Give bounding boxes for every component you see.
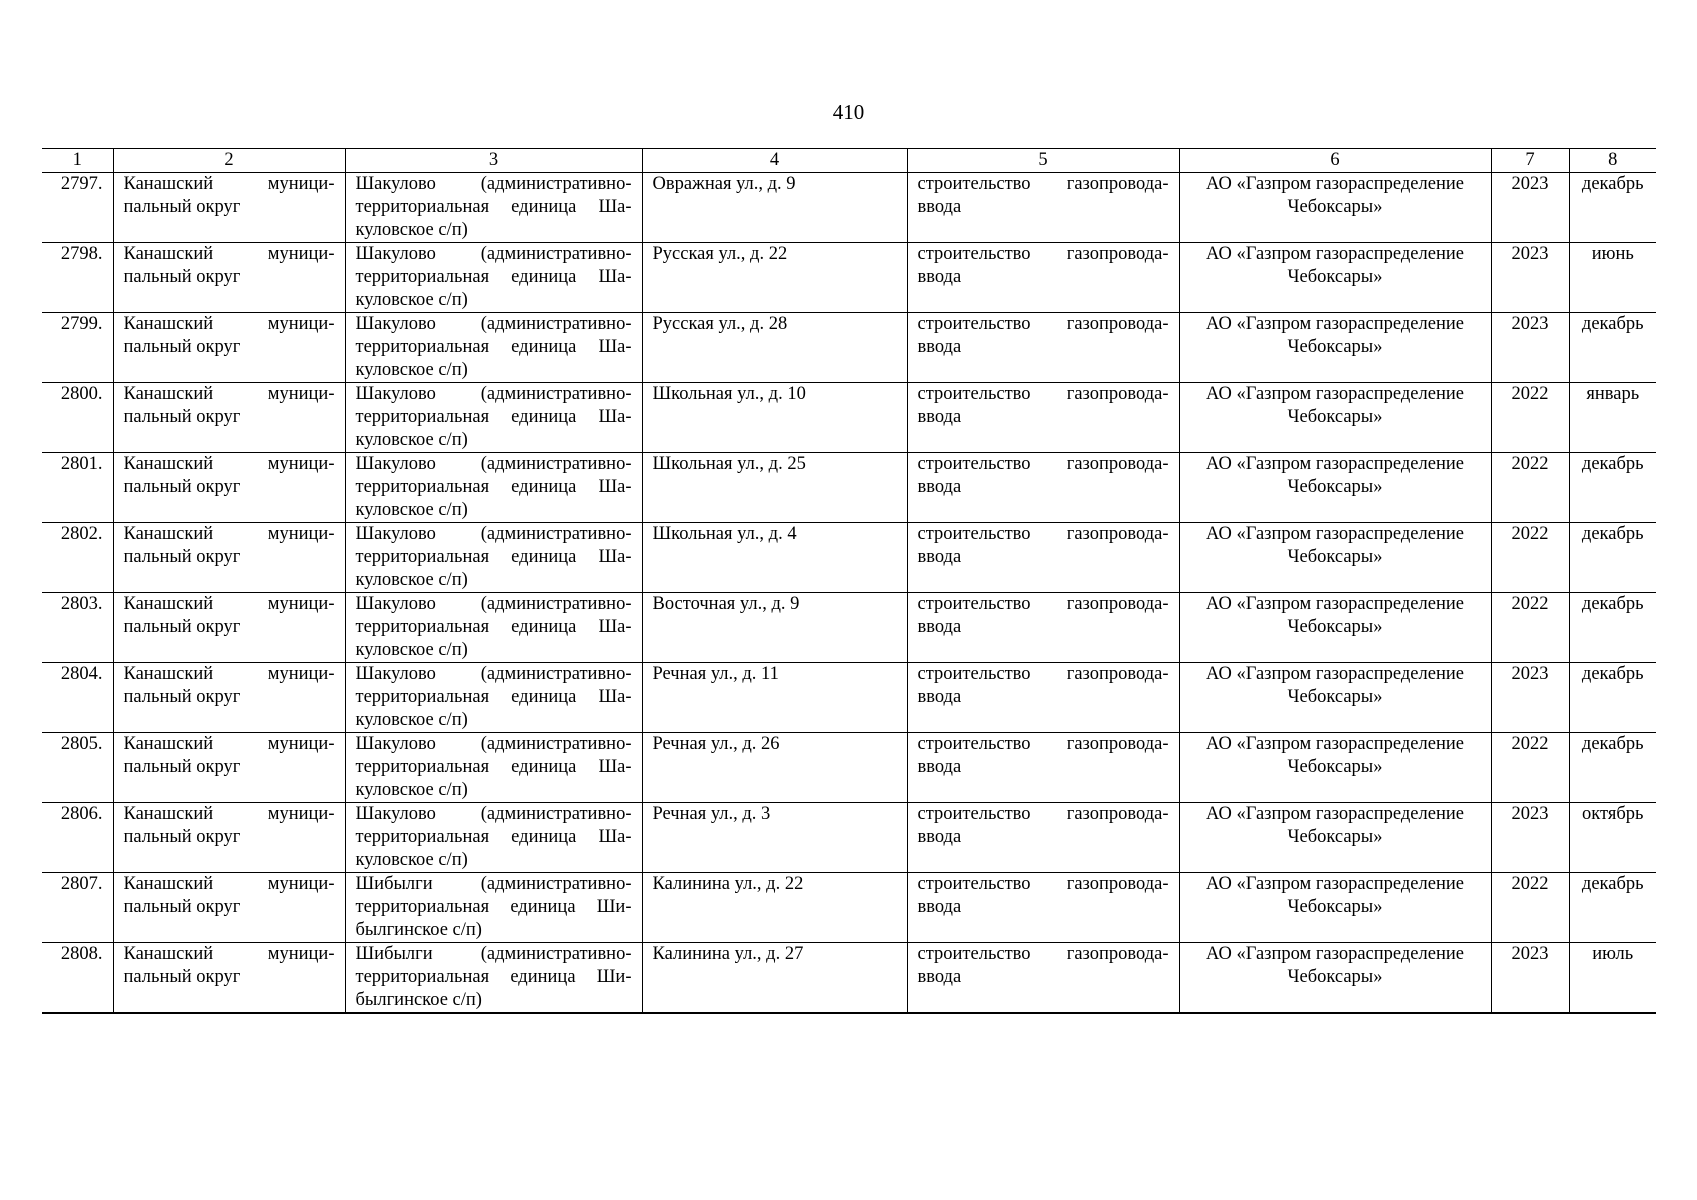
month-cell: декабрь bbox=[1569, 733, 1656, 803]
district-line-1: Канашский муници- bbox=[123, 244, 335, 264]
month-cell: июнь bbox=[1569, 243, 1656, 313]
organization-line-1: АО «Газпром газораспределение bbox=[1206, 594, 1464, 614]
district-line-2: пальный округ bbox=[123, 477, 241, 497]
col-header-2: 2 bbox=[113, 149, 345, 173]
settlement-line-2: территориальная единица Ша- bbox=[355, 197, 632, 217]
settlement-line-1: Шакулово (административно- bbox=[355, 454, 632, 474]
month-cell: декабрь bbox=[1569, 313, 1656, 383]
organization-line-1: АО «Газпром газораспределение bbox=[1206, 454, 1464, 474]
settlement-line-2: территориальная единица Ша- bbox=[355, 617, 632, 637]
table-row bbox=[42, 523, 1656, 593]
work-type-cell bbox=[907, 453, 1179, 523]
settlement-line-3: куловское с/п) bbox=[355, 220, 468, 240]
work-type-line-2: ввода bbox=[917, 407, 962, 427]
year-cell: 2022 bbox=[1491, 733, 1569, 803]
settlement-line-1: Шибылги (административно- bbox=[355, 874, 632, 894]
work-type-cell bbox=[907, 873, 1179, 943]
district-cell bbox=[113, 943, 345, 1014]
year-cell: 2023 bbox=[1491, 803, 1569, 873]
col-header-1: 1 bbox=[42, 149, 113, 173]
organization-line-1: АО «Газпром газораспределение bbox=[1206, 804, 1464, 824]
settlement-cell bbox=[345, 313, 642, 383]
header-row bbox=[42, 149, 1656, 173]
table-row bbox=[42, 873, 1656, 943]
table-row bbox=[42, 663, 1656, 733]
col-header-4: 4 bbox=[642, 149, 907, 173]
work-type-line-2: ввода bbox=[917, 827, 962, 847]
work-type-line-2: ввода bbox=[917, 617, 962, 637]
district-line-2: пальный округ bbox=[123, 687, 241, 707]
month-cell: декабрь bbox=[1569, 593, 1656, 663]
work-type-line-1: строительство газопровода- bbox=[917, 174, 1169, 194]
settlement-line-1: Шакулово (административно- bbox=[355, 384, 632, 404]
organization-line-1: АО «Газпром газораспределение bbox=[1206, 314, 1464, 334]
organization-line-1: АО «Газпром газораспределение bbox=[1206, 734, 1464, 754]
settlement-line-2: территориальная единица Ша- bbox=[355, 267, 632, 287]
settlement-line-3: былгинское с/п) bbox=[355, 990, 482, 1010]
district-line-2: пальный округ bbox=[123, 547, 241, 567]
settlement-cell bbox=[345, 803, 642, 873]
district-line-2: пальный округ bbox=[123, 617, 241, 637]
page-number: 410 bbox=[832, 100, 865, 124]
row-number: 2797. bbox=[42, 173, 113, 243]
month-cell: январь bbox=[1569, 383, 1656, 453]
organization-cell bbox=[1179, 733, 1491, 803]
work-type-line-1: строительство газопровода- bbox=[917, 244, 1169, 264]
settlement-line-2: территориальная единица Ша- bbox=[355, 477, 632, 497]
month-cell: декабрь bbox=[1569, 523, 1656, 593]
work-type-line-1: строительство газопровода- bbox=[917, 944, 1169, 964]
month-cell: декабрь bbox=[1569, 173, 1656, 243]
address-cell: Русская ул., д. 28 bbox=[642, 313, 907, 383]
district-line-2: пальный округ bbox=[123, 337, 241, 357]
settlement-line-1: Шакулово (административно- bbox=[355, 734, 632, 754]
address-cell: Речная ул., д. 26 bbox=[642, 733, 907, 803]
organization-line-1: АО «Газпром газораспределение bbox=[1206, 874, 1464, 894]
work-type-cell bbox=[907, 523, 1179, 593]
col-header-3: 3 bbox=[345, 149, 642, 173]
table-row bbox=[42, 593, 1656, 663]
district-cell bbox=[113, 873, 345, 943]
district-line-2: пальный округ bbox=[123, 897, 241, 917]
settlement-line-3: куловское с/п) bbox=[355, 640, 468, 660]
row-number: 2807. bbox=[42, 873, 113, 943]
year-cell: 2022 bbox=[1491, 593, 1569, 663]
work-type-line-1: строительство газопровода- bbox=[917, 384, 1169, 404]
settlement-line-1: Шакулово (административно- bbox=[355, 174, 632, 194]
settlement-cell bbox=[345, 243, 642, 313]
work-type-cell bbox=[907, 663, 1179, 733]
organization-line-2: Чебоксары» bbox=[1287, 897, 1383, 917]
work-type-line-2: ввода bbox=[917, 547, 962, 567]
col-header-6: 6 bbox=[1179, 149, 1491, 173]
gas-pipeline-table bbox=[42, 148, 1656, 1014]
address-cell: Школьная ул., д. 10 bbox=[642, 383, 907, 453]
settlement-line-2: территориальная единица Ша- bbox=[355, 687, 632, 707]
organization-line-2: Чебоксары» bbox=[1287, 337, 1383, 357]
organization-line-2: Чебоксары» bbox=[1287, 967, 1383, 987]
organization-cell bbox=[1179, 873, 1491, 943]
address-cell: Школьная ул., д. 25 bbox=[642, 453, 907, 523]
address-cell: Восточная ул., д. 9 bbox=[642, 593, 907, 663]
settlement-line-3: куловское с/п) bbox=[355, 780, 468, 800]
district-cell bbox=[113, 313, 345, 383]
month-cell: октябрь bbox=[1569, 803, 1656, 873]
row-number: 2799. bbox=[42, 313, 113, 383]
district-line-2: пальный округ bbox=[123, 267, 241, 287]
settlement-cell bbox=[345, 733, 642, 803]
work-type-cell bbox=[907, 243, 1179, 313]
table-row bbox=[42, 313, 1656, 383]
work-type-cell bbox=[907, 313, 1179, 383]
work-type-cell bbox=[907, 733, 1179, 803]
work-type-line-1: строительство газопровода- bbox=[917, 314, 1169, 334]
work-type-line-2: ввода bbox=[917, 897, 962, 917]
address-cell: Речная ул., д. 11 bbox=[642, 663, 907, 733]
district-line-1: Канашский муници- bbox=[123, 454, 335, 474]
district-line-1: Канашский муници- bbox=[123, 594, 335, 614]
settlement-cell bbox=[345, 943, 642, 1014]
organization-cell bbox=[1179, 523, 1491, 593]
district-line-1: Канашский муници- bbox=[123, 524, 335, 544]
district-cell bbox=[113, 733, 345, 803]
district-line-2: пальный округ bbox=[123, 967, 241, 987]
settlement-line-1: Шакулово (административно- bbox=[355, 594, 632, 614]
row-number: 2800. bbox=[42, 383, 113, 453]
settlement-line-2: территориальная единица Ша- bbox=[355, 827, 632, 847]
district-line-1: Канашский муници- bbox=[123, 174, 335, 194]
work-type-line-2: ввода bbox=[917, 757, 962, 777]
district-cell bbox=[113, 663, 345, 733]
settlement-cell bbox=[345, 173, 642, 243]
work-type-line-1: строительство газопровода- bbox=[917, 454, 1169, 474]
settlement-line-1: Шибылги (административно- bbox=[355, 944, 632, 964]
year-cell: 2023 bbox=[1491, 663, 1569, 733]
address-cell: Речная ул., д. 3 bbox=[642, 803, 907, 873]
settlement-line-3: куловское с/п) bbox=[355, 360, 468, 380]
work-type-cell bbox=[907, 173, 1179, 243]
table-row bbox=[42, 943, 1656, 1014]
row-number: 2802. bbox=[42, 523, 113, 593]
organization-line-2: Чебоксары» bbox=[1287, 407, 1383, 427]
settlement-line-2: территориальная единица Ша- bbox=[355, 757, 632, 777]
organization-line-2: Чебоксары» bbox=[1287, 547, 1383, 567]
organization-line-2: Чебоксары» bbox=[1287, 197, 1383, 217]
table-row bbox=[42, 243, 1656, 313]
organization-cell bbox=[1179, 593, 1491, 663]
organization-cell bbox=[1179, 383, 1491, 453]
work-type-line-2: ввода bbox=[917, 967, 962, 987]
address-cell: Калинина ул., д. 22 bbox=[642, 873, 907, 943]
district-line-1: Канашский муници- bbox=[123, 804, 335, 824]
organization-line-2: Чебоксары» bbox=[1287, 477, 1383, 497]
settlement-cell bbox=[345, 593, 642, 663]
work-type-line-1: строительство газопровода- bbox=[917, 664, 1169, 684]
settlement-line-1: Шакулово (административно- bbox=[355, 244, 632, 264]
settlement-line-2: территориальная единица Ша- bbox=[355, 337, 632, 357]
district-cell bbox=[113, 803, 345, 873]
organization-line-1: АО «Газпром газораспределение bbox=[1206, 664, 1464, 684]
organization-line-2: Чебоксары» bbox=[1287, 687, 1383, 707]
month-cell: декабрь bbox=[1569, 663, 1656, 733]
work-type-line-1: строительство газопровода- bbox=[917, 874, 1169, 894]
settlement-line-2: территориальная единица Ши- bbox=[355, 967, 632, 987]
col-header-5: 5 bbox=[907, 149, 1179, 173]
row-number: 2804. bbox=[42, 663, 113, 733]
settlement-line-1: Шакулово (административно- bbox=[355, 314, 632, 334]
year-cell: 2022 bbox=[1491, 523, 1569, 593]
settlement-line-3: куловское с/п) bbox=[355, 710, 468, 730]
work-type-cell bbox=[907, 943, 1179, 1014]
work-type-line-1: строительство газопровода- bbox=[917, 734, 1169, 754]
organization-cell bbox=[1179, 663, 1491, 733]
district-line-2: пальный округ bbox=[123, 407, 241, 427]
organization-line-1: АО «Газпром газораспределение bbox=[1206, 384, 1464, 404]
work-type-cell bbox=[907, 593, 1179, 663]
work-type-line-2: ввода bbox=[917, 337, 962, 357]
district-line-2: пальный округ bbox=[123, 827, 241, 847]
organization-cell bbox=[1179, 943, 1491, 1014]
work-type-line-2: ввода bbox=[917, 197, 962, 217]
settlement-line-2: территориальная единица Ша- bbox=[355, 547, 632, 567]
district-cell bbox=[113, 243, 345, 313]
organization-cell bbox=[1179, 243, 1491, 313]
settlement-line-3: куловское с/п) bbox=[355, 570, 468, 590]
district-line-1: Канашский муници- bbox=[123, 944, 335, 964]
row-number: 2801. bbox=[42, 453, 113, 523]
row-number: 2808. bbox=[42, 943, 113, 1014]
year-cell: 2023 bbox=[1491, 173, 1569, 243]
year-cell: 2023 bbox=[1491, 313, 1569, 383]
district-line-1: Канашский муници- bbox=[123, 384, 335, 404]
table-row bbox=[42, 383, 1656, 453]
address-cell: Калинина ул., д. 27 bbox=[642, 943, 907, 1014]
settlement-line-3: куловское с/п) bbox=[355, 850, 468, 870]
settlement-cell bbox=[345, 663, 642, 733]
organization-cell bbox=[1179, 173, 1491, 243]
year-cell: 2022 bbox=[1491, 873, 1569, 943]
settlement-line-3: былгинское с/п) bbox=[355, 920, 482, 940]
organization-cell bbox=[1179, 453, 1491, 523]
settlement-line-3: куловское с/п) bbox=[355, 500, 468, 520]
organization-line-2: Чебоксары» bbox=[1287, 757, 1383, 777]
year-cell: 2023 bbox=[1491, 243, 1569, 313]
settlement-line-2: территориальная единица Ши- bbox=[355, 897, 632, 917]
work-type-cell bbox=[907, 803, 1179, 873]
row-number: 2798. bbox=[42, 243, 113, 313]
work-type-line-2: ввода bbox=[917, 267, 962, 287]
district-cell bbox=[113, 593, 345, 663]
settlement-cell bbox=[345, 523, 642, 593]
table-row bbox=[42, 173, 1656, 243]
year-cell: 2022 bbox=[1491, 453, 1569, 523]
work-type-line-2: ввода bbox=[917, 687, 962, 707]
organization-line-1: АО «Газпром газораспределение bbox=[1206, 524, 1464, 544]
year-cell: 2022 bbox=[1491, 383, 1569, 453]
table-body bbox=[42, 173, 1656, 1014]
organization-line-1: АО «Газпром газораспределение bbox=[1206, 944, 1464, 964]
address-cell: Овражная ул., д. 9 bbox=[642, 173, 907, 243]
organization-line-2: Чебоксары» bbox=[1287, 827, 1383, 847]
row-number: 2803. bbox=[42, 593, 113, 663]
district-line-2: пальный округ bbox=[123, 197, 241, 217]
table-row bbox=[42, 733, 1656, 803]
district-line-1: Канашский муници- bbox=[123, 734, 335, 754]
organization-line-1: АО «Газпром газораспределение bbox=[1206, 244, 1464, 264]
settlement-cell bbox=[345, 453, 642, 523]
organization-line-2: Чебоксары» bbox=[1287, 267, 1383, 287]
address-cell: Русская ул., д. 22 bbox=[642, 243, 907, 313]
district-cell bbox=[113, 383, 345, 453]
settlement-line-3: куловское с/п) bbox=[355, 290, 468, 310]
year-cell: 2023 bbox=[1491, 943, 1569, 1014]
work-type-cell bbox=[907, 383, 1179, 453]
month-cell: декабрь bbox=[1569, 873, 1656, 943]
table-row bbox=[42, 453, 1656, 523]
settlement-line-1: Шакулово (административно- bbox=[355, 664, 632, 684]
col-header-7: 7 bbox=[1491, 149, 1569, 173]
month-cell: декабрь bbox=[1569, 453, 1656, 523]
organization-cell bbox=[1179, 313, 1491, 383]
work-type-line-1: строительство газопровода- bbox=[917, 804, 1169, 824]
settlement-cell bbox=[345, 383, 642, 453]
work-type-line-2: ввода bbox=[917, 477, 962, 497]
district-line-1: Канашский муници- bbox=[123, 664, 335, 684]
settlement-line-3: куловское с/п) bbox=[355, 430, 468, 450]
district-cell bbox=[113, 173, 345, 243]
work-type-line-1: строительство газопровода- bbox=[917, 594, 1169, 614]
district-line-2: пальный округ bbox=[123, 757, 241, 777]
district-line-1: Канашский муници- bbox=[123, 314, 335, 334]
col-header-8: 8 bbox=[1569, 149, 1656, 173]
work-type-line-1: строительство газопровода- bbox=[917, 524, 1169, 544]
table-row bbox=[42, 803, 1656, 873]
settlement-line-1: Шакулово (административно- bbox=[355, 804, 632, 824]
row-number: 2805. bbox=[42, 733, 113, 803]
row-number: 2806. bbox=[42, 803, 113, 873]
settlement-line-2: территориальная единица Ша- bbox=[355, 407, 632, 427]
address-cell: Школьная ул., д. 4 bbox=[642, 523, 907, 593]
month-cell: июль bbox=[1569, 943, 1656, 1014]
district-line-1: Канашский муници- bbox=[123, 874, 335, 894]
district-cell bbox=[113, 523, 345, 593]
district-cell bbox=[113, 453, 345, 523]
settlement-line-1: Шакулово (административно- bbox=[355, 524, 632, 544]
organization-line-1: АО «Газпром газораспределение bbox=[1206, 174, 1464, 194]
organization-line-2: Чебоксары» bbox=[1287, 617, 1383, 637]
organization-cell bbox=[1179, 803, 1491, 873]
settlement-cell bbox=[345, 873, 642, 943]
